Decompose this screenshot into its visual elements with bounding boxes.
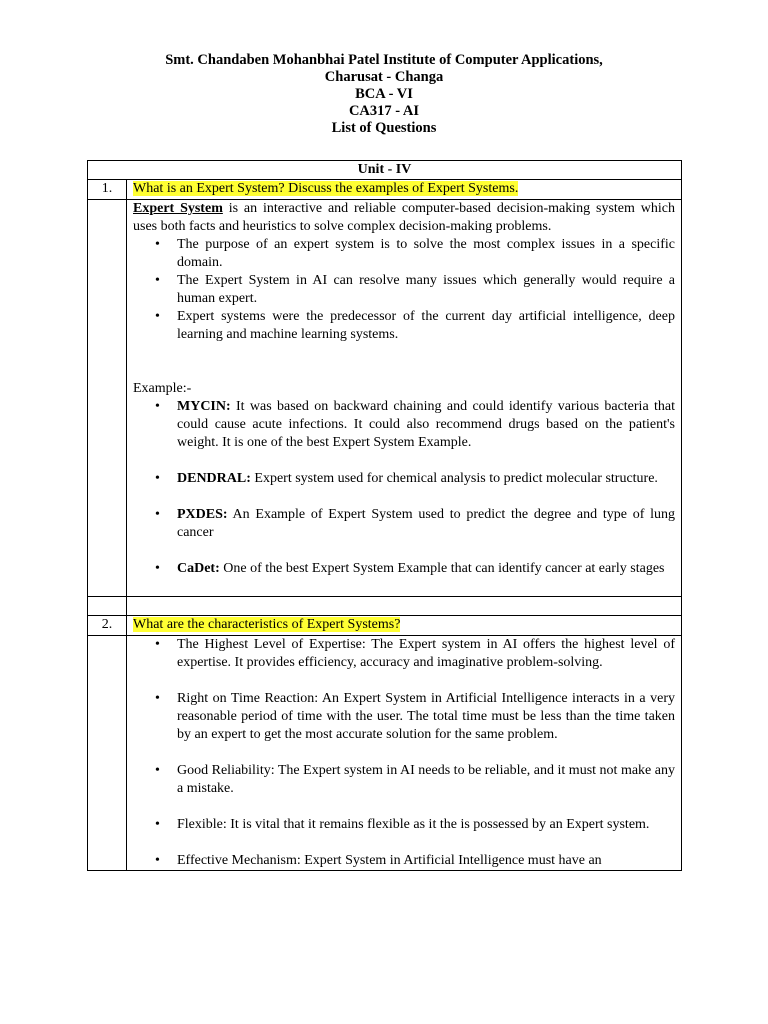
questions-table (87, 160, 682, 871)
example-name: CaDet: (177, 561, 220, 576)
example-label: Example:- (133, 381, 192, 396)
example-text: It was based on backward chaining and could identify various bacteria that could cause acute infections. It could also recommend drugs based on the patient's weight. It is one of the best Expert System Example. (177, 399, 675, 450)
answer-row-2 (88, 636, 682, 871)
institute-name: Smt. Chandaben Mohanbhai Patel Institute of Computer Applications, (165, 52, 603, 68)
example-name: MYCIN: (177, 399, 231, 414)
spacer (177, 488, 675, 506)
question-text: What are the characteristics of Expert Systems? (133, 617, 401, 632)
list-item: • The Expert System in AI can resolve many issues which generally would require a human expert. (177, 272, 675, 308)
list-item (177, 560, 675, 578)
example-text: An Example of Expert System used to predict the degree and type of lung cancer (177, 507, 675, 540)
list-item: • The purpose of an expert system is to solve the most complex issues in a specific domain. (177, 236, 675, 272)
list-item: • Good Reliability: The Expert system in AI needs to be reliable, and it must not make any a mistake. (177, 762, 675, 798)
examples-list (133, 398, 675, 578)
definition-text: is an interactive and reliable computer-based decision-making system which uses both facts and heuristics to solve complex decision-making problems. (133, 201, 675, 234)
question-number: 1. (88, 180, 127, 200)
purpose-list (133, 236, 675, 344)
spacer (177, 798, 675, 816)
definition-paragraph (133, 200, 675, 236)
institute-location: Charusat - Changa (324, 69, 444, 85)
list-item: • Expert systems were the predecessor of the current day artificial intelligence, deep learning and machine learning systems. (177, 308, 675, 344)
characteristics-list (133, 636, 675, 870)
question-text: What is an Expert System? Discuss the examples of Expert Systems. (133, 181, 519, 196)
list-item: • The Highest Level of Expertise: The Expert system in AI offers the highest level of expertise. It provides efficiency, accuracy and imaginative problem-solving. (177, 636, 675, 672)
spacer (177, 744, 675, 762)
list-item (177, 398, 675, 452)
document-title: List of Questions (331, 120, 437, 136)
spacer (177, 672, 675, 690)
answer-cell (127, 636, 682, 871)
question-number: 2. (88, 616, 127, 636)
unit-row (88, 161, 682, 180)
course-name: BCA - VI (355, 86, 413, 102)
answer-number-cell (88, 200, 127, 597)
list-item: • Effective Mechanism: Expert System in Artificial Intelligence must have an (177, 852, 675, 870)
question-row-2 (88, 616, 682, 636)
question-cell (127, 616, 682, 636)
list-item: • Right on Time Reaction: An Expert System in Artificial Intelligence interacts in a very reasonable period of time with the user. The total time must be less than the time taken by an expert to get the most accurate solution for the same problem. (177, 690, 675, 744)
spacer (177, 452, 675, 470)
question-row-1 (88, 180, 682, 200)
spacer (177, 834, 675, 852)
answer-number-cell (88, 636, 127, 871)
unit-title: Unit - IV (88, 161, 682, 180)
list-item: • Flexible: It is vital that it remains flexible as it the is possessed by an Expert system. (177, 816, 675, 834)
answer-cell (127, 200, 682, 597)
spacer (177, 542, 675, 560)
example-text: One of the best Expert System Example that can identify cancer at early stages (219, 561, 665, 576)
definition-term: Expert System (133, 201, 223, 216)
example-text: Expert system used for chemical analysis to predict molecular structure. (250, 471, 658, 486)
list-item (177, 470, 675, 488)
subject-code: CA317 - AI (348, 103, 420, 119)
question-cell (127, 180, 682, 200)
empty-row (88, 597, 682, 616)
list-item (177, 506, 675, 542)
document-header (0, 52, 768, 137)
answer-row-1 (88, 200, 682, 597)
example-name: PXDES: (177, 507, 228, 522)
example-name: DENDRAL: (177, 471, 251, 486)
